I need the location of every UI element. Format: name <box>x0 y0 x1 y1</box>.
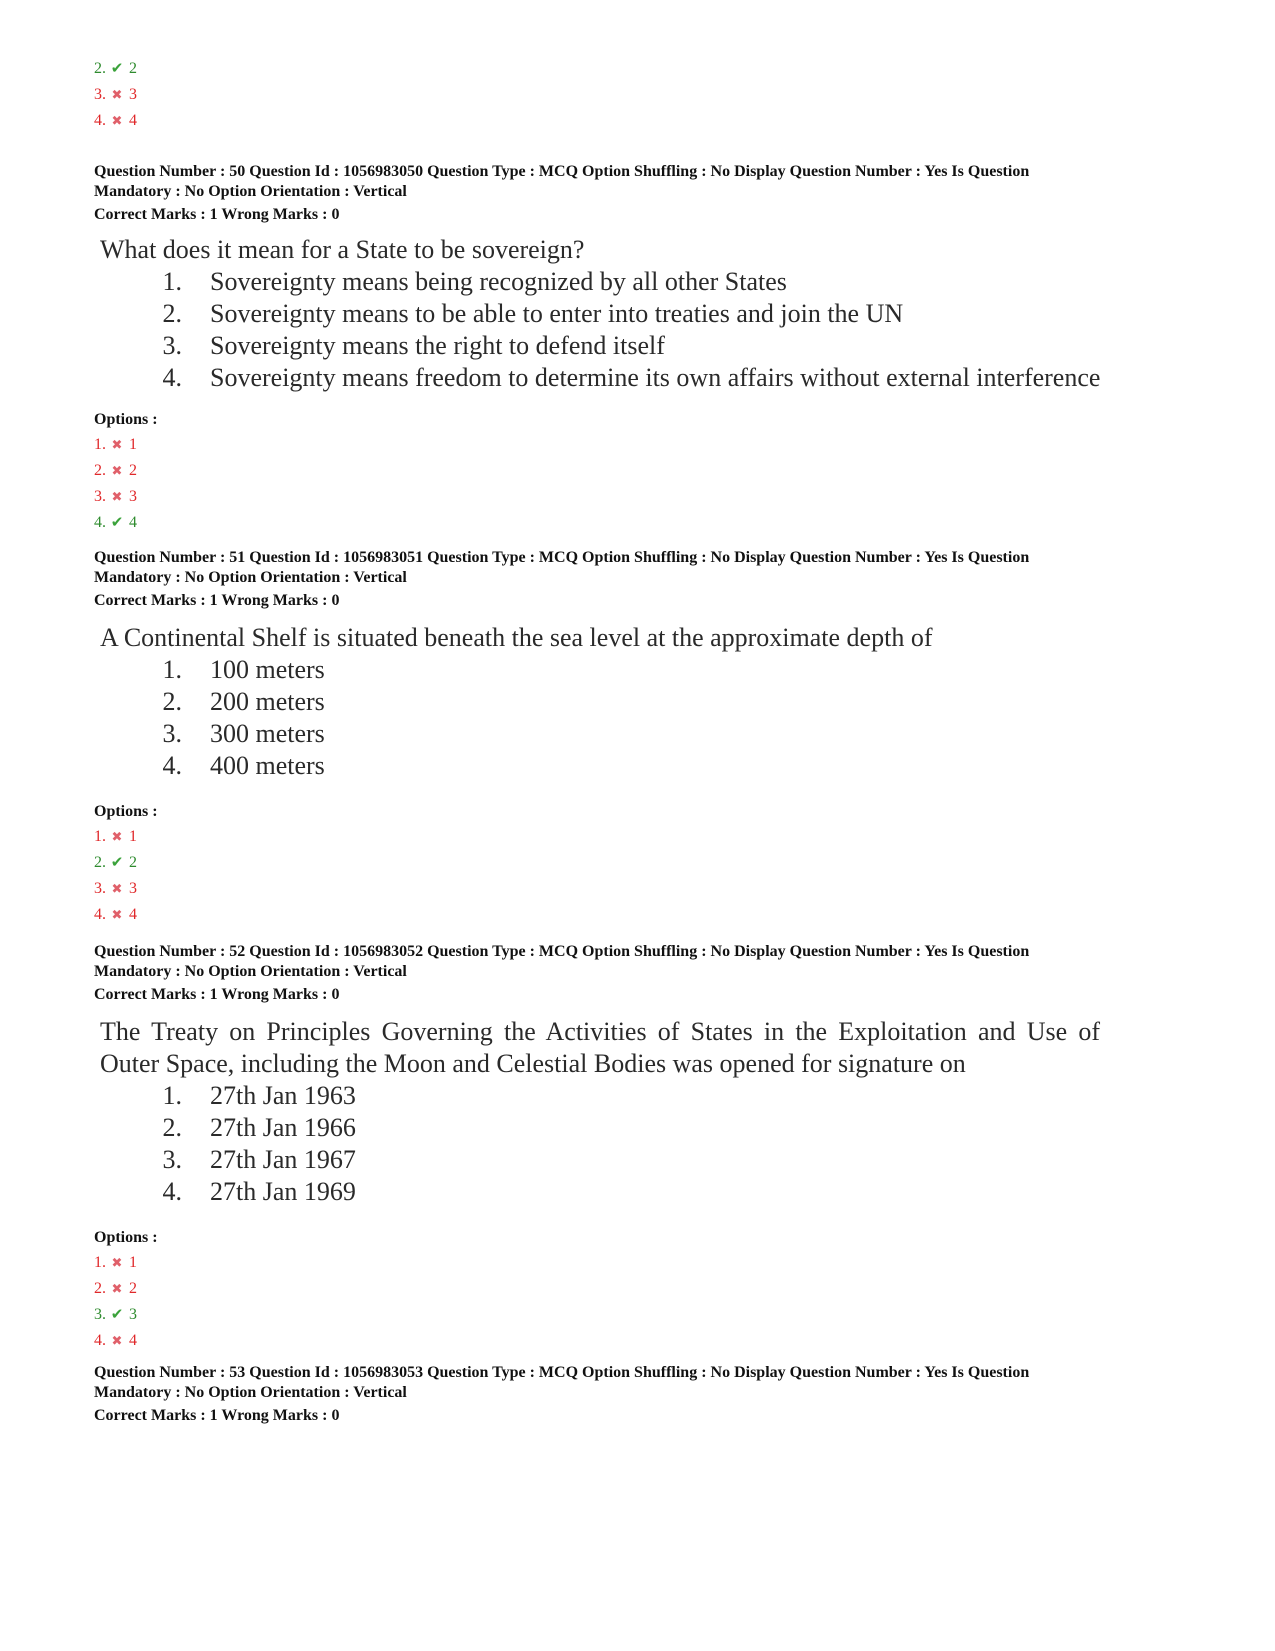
choice-row <box>94 1144 1134 1176</box>
marks-line: Correct Marks : 1 Wrong Marks : 0 <box>94 1407 340 1424</box>
choice-row <box>94 718 1134 750</box>
option-row <box>94 108 137 134</box>
choice-number: 2. <box>162 687 182 716</box>
cross-icon: ✖ <box>111 881 123 896</box>
question-meta-line: Question Number : 50 Question Id : 1056983050 Question Type : MCQ Option Shuffling : No Display Question Number : Yes Is Question <box>94 163 1030 180</box>
option-number: 4. <box>94 112 106 129</box>
option-label: 3 <box>129 880 137 897</box>
choice-text: Sovereignty means freedom to determine its own affairs without external interference <box>210 363 1101 392</box>
checkmark-icon: ✔ <box>110 61 124 77</box>
choice-text: 300 meters <box>210 719 325 748</box>
option-row <box>94 510 1134 536</box>
choice-number: 2. <box>162 1113 182 1142</box>
option-label: 4 <box>129 112 137 129</box>
option-row <box>94 902 1134 928</box>
question-body <box>94 622 1134 782</box>
choice-row <box>94 266 1134 298</box>
choice-number: 3. <box>162 331 182 360</box>
question-meta-line: Mandatory : No Option Orientation : Vertical <box>94 963 407 980</box>
cross-icon: ✖ <box>111 113 123 128</box>
choice-number: 4. <box>162 1177 182 1206</box>
cross-icon: ✖ <box>111 489 123 504</box>
option-number: 2. <box>94 462 106 479</box>
choice-row <box>94 330 1134 362</box>
option-label: 2 <box>129 1280 137 1297</box>
marks-line: Correct Marks : 1 Wrong Marks : 0 <box>94 206 340 223</box>
option-label: 4 <box>129 1332 137 1349</box>
option-number: 1. <box>94 1254 106 1271</box>
question-stem: The Treaty on Principles Governing the Activities of States in the Exploitation and Use of <box>100 1017 1100 1046</box>
choice-text: Sovereignty means being recognized by all other States <box>210 267 787 296</box>
checkmark-icon: ✔ <box>110 1307 124 1323</box>
option-row <box>94 432 1134 458</box>
cross-icon: ✖ <box>111 87 123 102</box>
option-number: 1. <box>94 436 106 453</box>
choice-text: Sovereignty means the right to defend itself <box>210 331 665 360</box>
options-label: Options : <box>94 411 158 428</box>
choice-text: 200 meters <box>210 687 325 716</box>
checkmark-icon: ✔ <box>110 855 124 871</box>
choice-number: 1. <box>162 655 182 684</box>
question-meta <box>94 162 1134 202</box>
option-row <box>94 850 1134 876</box>
choice-row <box>94 686 1134 718</box>
option-number: 1. <box>94 828 106 845</box>
option-number: 4. <box>94 1332 106 1349</box>
option-label: 3 <box>129 488 137 505</box>
choice-number: 4. <box>162 363 182 392</box>
option-label: 3 <box>129 1306 137 1323</box>
option-number: 3. <box>94 1306 106 1323</box>
option-row <box>94 1328 1134 1354</box>
choice-text: 27th Jan 1967 <box>210 1145 356 1174</box>
choice-number: 4. <box>162 751 182 780</box>
cross-icon: ✖ <box>111 463 123 478</box>
choice-row <box>94 298 1134 330</box>
option-row <box>94 82 137 108</box>
question-meta-line: Question Number : 51 Question Id : 1056983051 Question Type : MCQ Option Shuffling : No Display Question Number : Yes Is Question <box>94 549 1030 566</box>
option-label: 1 <box>129 828 137 845</box>
option-number: 2. <box>94 854 106 871</box>
choice-row <box>94 362 1134 394</box>
cross-icon: ✖ <box>111 1333 123 1348</box>
marks-line: Correct Marks : 1 Wrong Marks : 0 <box>94 986 340 1003</box>
cross-icon: ✖ <box>111 1281 123 1296</box>
choice-number: 3. <box>162 719 182 748</box>
cross-icon: ✖ <box>111 907 123 922</box>
option-number: 3. <box>94 86 106 103</box>
option-number: 3. <box>94 488 106 505</box>
question-meta-line: Mandatory : No Option Orientation : Vertical <box>94 183 407 200</box>
choice-text: 27th Jan 1963 <box>210 1081 356 1110</box>
marks-line: Correct Marks : 1 Wrong Marks : 0 <box>94 592 340 609</box>
checkmark-icon: ✔ <box>110 515 124 531</box>
option-row <box>94 484 1134 510</box>
option-label: 2 <box>129 462 137 479</box>
question-stem: A Continental Shelf is situated beneath the sea level at the approximate depth of <box>100 623 933 652</box>
choice-number: 1. <box>162 1081 182 1110</box>
question-meta-line: Question Number : 53 Question Id : 1056983053 Question Type : MCQ Option Shuffling : No Display Question Number : Yes Is Question <box>94 1364 1030 1381</box>
option-row <box>94 824 1134 850</box>
choice-text: 400 meters <box>210 751 325 780</box>
choice-row <box>94 1176 1134 1208</box>
cross-icon: ✖ <box>111 1255 123 1270</box>
option-label: 4 <box>129 514 137 531</box>
choice-text: 27th Jan 1969 <box>210 1177 356 1206</box>
option-number: 4. <box>94 906 106 923</box>
option-number: 4. <box>94 514 106 531</box>
question-meta-line: Question Number : 52 Question Id : 1056983052 Question Type : MCQ Option Shuffling : No Display Question Number : Yes Is Question <box>94 943 1030 960</box>
option-row <box>94 1302 1134 1328</box>
choice-row <box>94 654 1134 686</box>
question-meta <box>94 942 1134 982</box>
options-label: Options : <box>94 1229 158 1246</box>
options-list <box>94 432 1134 536</box>
choice-number: 1. <box>162 267 182 296</box>
choice-number: 2. <box>162 299 182 328</box>
question-meta <box>94 548 1134 588</box>
choice-text: Sovereignty means to be able to enter into treaties and join the UN <box>210 299 904 328</box>
option-label: 1 <box>129 1254 137 1271</box>
question-stem: Outer Space, including the Moon and Celestial Bodies was opened for signature on <box>100 1049 966 1078</box>
question-meta-line: Mandatory : No Option Orientation : Vertical <box>94 1384 407 1401</box>
options-list <box>94 1250 1134 1354</box>
option-row <box>94 876 1134 902</box>
question-stem: What does it mean for a State to be sovereign? <box>100 235 585 264</box>
choice-number: 3. <box>162 1145 182 1174</box>
cross-icon: ✖ <box>111 829 123 844</box>
cross-icon: ✖ <box>111 437 123 452</box>
option-row <box>94 1250 1134 1276</box>
options-list <box>94 824 1134 928</box>
question-block-51 <box>94 548 1134 928</box>
question-block-52 <box>94 942 1134 1354</box>
choice-row <box>94 1080 1134 1112</box>
option-row <box>94 458 1134 484</box>
question-block-53 <box>94 1363 1134 1427</box>
carryover-options <box>94 56 137 134</box>
option-number: 2. <box>94 1280 106 1297</box>
option-number: 3. <box>94 880 106 897</box>
option-number: 2. <box>94 60 106 77</box>
options-label: Options : <box>94 803 158 820</box>
question-body <box>94 1016 1134 1208</box>
choice-text: 27th Jan 1966 <box>210 1113 356 1142</box>
choice-row <box>94 1112 1134 1144</box>
question-meta-line: Mandatory : No Option Orientation : Vertical <box>94 569 407 586</box>
option-label: 4 <box>129 906 137 923</box>
option-label: 1 <box>129 436 137 453</box>
question-block-50 <box>94 162 1134 536</box>
choice-row <box>94 750 1134 782</box>
choice-text: 100 meters <box>210 655 325 684</box>
option-label: 2 <box>129 60 137 77</box>
option-label: 3 <box>129 86 137 103</box>
question-body <box>94 234 1134 394</box>
question-meta <box>94 1363 1134 1403</box>
option-row <box>94 56 137 82</box>
option-row <box>94 1276 1134 1302</box>
option-label: 2 <box>129 854 137 871</box>
